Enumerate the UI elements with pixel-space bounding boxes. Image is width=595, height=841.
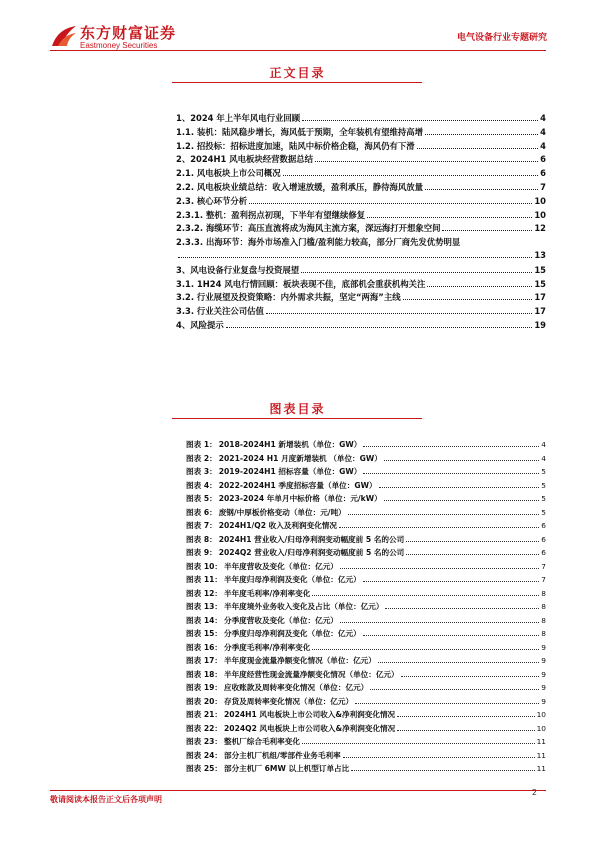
toc-entry-text[interactable]: 2.2. 风电板块业绩总结：收入增速放缓，盈利承压，静待海风放量 xyxy=(176,181,424,192)
figure-entry-label[interactable]: 图表 18： xyxy=(186,669,222,679)
figure-entry[interactable] xyxy=(186,534,546,548)
figure-entry-label[interactable]: 图表 17： xyxy=(186,656,222,665)
figure-entry[interactable] xyxy=(186,493,546,507)
figure-entry[interactable] xyxy=(186,466,546,480)
toc-title-divider xyxy=(172,82,422,83)
toc-entry[interactable] xyxy=(176,236,546,250)
figure-entry[interactable] xyxy=(186,520,546,534)
figure-entry-label[interactable]: 图表 15： xyxy=(186,629,222,638)
figure-entry-title[interactable]: 部分主机厂 6MW 以上机型订单占比 xyxy=(224,764,350,773)
figure-entry[interactable] xyxy=(186,736,546,750)
toc-entry-text[interactable]: 2.3.1. 整机：盈利拐点初现，下半年有望继续修复 xyxy=(176,209,366,220)
report-type: 电气设备行业专题研究 xyxy=(456,33,547,43)
toc-entry[interactable] xyxy=(176,181,546,195)
toc-entry-text[interactable]: 3.1. 1H24 风电行情回顾：板块表现不佳，底部机会重获机构关注 xyxy=(176,278,426,289)
figure-entry[interactable] xyxy=(186,763,546,777)
figure-entry-title[interactable]: 存货及周转率变化情况（单位：亿元） xyxy=(224,696,354,706)
toc-entry-page[interactable]: 4 xyxy=(540,126,546,137)
toc-entry-page[interactable]: 17 xyxy=(534,292,546,303)
footer-divider xyxy=(50,790,546,791)
toc-entry[interactable] xyxy=(176,291,546,305)
figure-entry[interactable] xyxy=(186,439,546,453)
figure-entry-label[interactable]: 图表 9： xyxy=(186,548,217,557)
figure-leader-dots xyxy=(397,710,534,717)
figure-entry-page[interactable]: 9 xyxy=(541,642,546,652)
toc-entry-page[interactable]: 17 xyxy=(534,306,546,317)
figure-entry-title[interactable]: 半年度营收及变化（单位：亿元） xyxy=(224,561,338,571)
figure-entry-title[interactable]: 半年度毛利率/净利率变化 xyxy=(224,588,311,598)
figure-entry-title[interactable]: 整机厂综合毛利率变化 xyxy=(224,737,300,746)
figure-entry-title[interactable]: 部分主机厂机组/零部件业务毛利率 xyxy=(224,750,341,760)
toc-entry-page[interactable]: 7 xyxy=(540,181,546,192)
header-divider xyxy=(50,50,546,51)
page-header xyxy=(0,0,595,56)
figure-entry-title[interactable]: 2022-2024H1 季度招标容量（单位：GW） xyxy=(218,480,377,490)
figure-leader-dots xyxy=(370,683,539,690)
figure-leader-dots xyxy=(351,764,534,771)
figure-entry-page[interactable]: 8 xyxy=(541,588,546,598)
toc-entry-text[interactable]: 1、2024 年上半年风电行业回顾 xyxy=(176,113,301,123)
figure-entry[interactable] xyxy=(186,561,546,575)
figure-entry-label[interactable]: 图表 24： xyxy=(186,750,222,760)
toc-entry-text[interactable]: 2.3.2. 海缆环节：高压直流将成为海风主流方案，深远海打开想象空间 xyxy=(176,223,441,234)
eastmoney-logo-icon xyxy=(50,24,78,48)
figure-leader-dots xyxy=(384,494,540,501)
figure-entry-page[interactable]: 6 xyxy=(541,548,546,557)
figure-entry[interactable] xyxy=(186,601,546,615)
figure-leader-dots xyxy=(343,751,535,758)
figure-entry-page[interactable]: 7 xyxy=(541,575,546,584)
toc-title: 正文目录 xyxy=(269,66,326,80)
toc-entry-text[interactable]: 3.2. 行业展望及投资策略：内外需求共振，坚定“两海”主线 xyxy=(176,292,401,303)
figure-leader-dots xyxy=(355,697,539,704)
figure-entry-title[interactable]: 半年度经营性现金流量净额变化情况（单位：亿元） xyxy=(224,669,399,679)
toc-leader-dots xyxy=(266,307,532,314)
figure-entry-label[interactable]: 图表 8： xyxy=(186,534,217,544)
figure-entry-label[interactable]: 图表 14： xyxy=(186,615,222,625)
figure-leader-dots xyxy=(385,602,539,609)
figure-entry[interactable] xyxy=(186,709,546,723)
figure-entry-label[interactable]: 图表 10： xyxy=(186,561,222,571)
figure-entry[interactable] xyxy=(186,507,546,521)
figure-entry-title[interactable]: 2024Q2 营业收入/归母净利润变动幅度前 5 名的公司 xyxy=(218,548,405,557)
toc-entry-text[interactable]: 2.1. 风电板块上市公司概况 xyxy=(176,168,281,179)
toc-entry[interactable] xyxy=(176,319,546,333)
figure-entry-page[interactable]: 10 xyxy=(536,710,546,719)
toc-entry-text[interactable]: 1.2. 招投标：招标进度加速，陆风中标价格企稳，海风仍有下滑 xyxy=(176,140,415,151)
figure-leader-dots xyxy=(312,643,539,650)
toc-leader-dots xyxy=(367,211,532,218)
toc-leader-dots xyxy=(226,321,533,328)
toc-entry[interactable] xyxy=(176,264,546,278)
toc-entry-text[interactable]: 1.1. 装机：陆风稳步增长，海风低于预期，全年装机有望维持高增 xyxy=(176,126,424,137)
figure-entry-title[interactable]: 半年度归母净利润及变化（单位：亿元） xyxy=(224,575,361,584)
figure-leader-dots xyxy=(339,521,539,528)
figure-entry[interactable] xyxy=(186,669,546,683)
figure-entry-label[interactable]: 图表 25： xyxy=(186,764,222,773)
figure-entry-page[interactable]: 11 xyxy=(536,764,546,773)
toc-leader-dots xyxy=(302,114,538,121)
figure-entry-page[interactable]: 9 xyxy=(541,669,546,679)
table-of-contents xyxy=(176,112,546,333)
toc-entry-page[interactable]: 10 xyxy=(534,195,546,206)
toc-entry-page[interactable]: 12 xyxy=(534,223,546,234)
figure-entry-title[interactable]: 分季度毛利率/净利率变化 xyxy=(224,642,311,652)
toc-leader-dots xyxy=(315,155,538,162)
figure-entry-title[interactable]: 半年度境外业务收入变化及占比（单位：亿元） xyxy=(224,602,384,611)
figure-entry[interactable] xyxy=(186,628,546,642)
figure-entry-label[interactable]: 图表 22： xyxy=(186,723,222,733)
toc-leader-dots xyxy=(283,169,538,176)
figure-list xyxy=(186,439,546,777)
toc-leader-dots xyxy=(403,293,533,300)
figure-entry-page[interactable]: 9 xyxy=(541,683,546,692)
toc-leader-dots xyxy=(417,142,538,149)
figure-entry-label[interactable]: 图表 11： xyxy=(186,575,222,584)
figure-entry[interactable] xyxy=(186,574,546,588)
figure-entry-title[interactable]: 应收账款及周转率变化情况（单位：亿元） xyxy=(224,683,369,692)
figure-leader-dots xyxy=(340,616,539,623)
toc-entry[interactable] xyxy=(176,112,546,126)
toc-entry-page[interactable]: 19 xyxy=(534,319,546,330)
figure-entry-title[interactable]: 2024H1 风电板块上市公司收入&净利润变化情况 xyxy=(224,710,396,719)
figure-entry-page[interactable]: 11 xyxy=(536,750,546,760)
toc-entry[interactable] xyxy=(176,167,546,181)
toc-leader-dots xyxy=(249,197,532,204)
figure-entry[interactable] xyxy=(186,696,546,710)
figure-entry-title[interactable]: 半年度现金流量净额变化情况（单位：亿元） xyxy=(224,656,376,665)
figure-entry-title[interactable]: 分季度归母净利润及变化（单位：亿元） xyxy=(224,629,361,638)
figure-leader-dots xyxy=(363,440,539,447)
figure-entry-page[interactable]: 4 xyxy=(541,440,546,449)
figure-entry-page[interactable]: 7 xyxy=(541,561,546,571)
toc-leader-dots xyxy=(427,280,532,287)
figure-entry-page[interactable]: 5 xyxy=(541,467,546,476)
toc-entry[interactable] xyxy=(176,153,546,167)
figure-entry-page[interactable]: 5 xyxy=(541,507,546,517)
toc-entry[interactable] xyxy=(176,140,546,154)
toc-entry[interactable] xyxy=(176,305,546,319)
figure-leader-dots xyxy=(340,562,539,569)
figure-entry-page[interactable]: 6 xyxy=(541,534,546,544)
figure-leader-dots xyxy=(406,535,539,542)
figure-entry-page[interactable]: 5 xyxy=(541,480,546,490)
toc-entry-page[interactable]: 6 xyxy=(540,168,546,179)
figure-leader-dots xyxy=(378,656,539,663)
figure-entry-page[interactable]: 10 xyxy=(536,723,546,733)
figure-entry-label[interactable]: 图表 21： xyxy=(186,710,222,719)
figure-entry-label[interactable]: 图表 20： xyxy=(186,696,222,706)
figure-leader-dots xyxy=(406,548,539,555)
toc-entry[interactable] xyxy=(176,250,546,264)
toc-entry-page[interactable]: 4 xyxy=(540,113,546,123)
figure-entry-page[interactable]: 4 xyxy=(541,453,546,463)
toc-entry-page[interactable]: 15 xyxy=(534,278,546,289)
figure-entry[interactable] xyxy=(186,480,546,494)
figure-entry[interactable] xyxy=(186,642,546,656)
figure-entry-title[interactable]: 2024Q2 风电板块上市公司收入&净利润变化情况 xyxy=(224,723,396,733)
figure-entry-label[interactable]: 图表 16： xyxy=(186,642,222,652)
toc-entry-text[interactable]: 2.3. 核心环节分析 xyxy=(176,195,248,206)
figure-entry-label[interactable]: 图表 12： xyxy=(186,588,222,598)
figure-entry[interactable] xyxy=(186,547,546,561)
figure-entry[interactable] xyxy=(186,655,546,669)
figure-entry-title[interactable]: 分季度营收及变化（单位：亿元） xyxy=(224,615,338,625)
figure-entry[interactable] xyxy=(186,682,546,696)
toc-entry-page[interactable]: 15 xyxy=(534,264,546,275)
figure-entry-label[interactable]: 图表 13： xyxy=(186,602,222,611)
figure-entry-page[interactable]: 11 xyxy=(536,737,546,746)
figure-leader-dots xyxy=(363,575,540,582)
toc-leader-dots xyxy=(178,251,532,258)
toc-leader-dots xyxy=(425,128,538,135)
figure-entry-label[interactable]: 图表 3： xyxy=(186,467,217,476)
figure-leader-dots xyxy=(384,454,539,461)
toc-leader-dots xyxy=(301,266,532,273)
toc-entry-page[interactable]: 13 xyxy=(534,249,546,260)
figure-leader-dots xyxy=(363,467,539,474)
toc-entry-page[interactable]: 10 xyxy=(534,209,546,220)
figure-entry[interactable] xyxy=(186,723,546,737)
figure-entry-label[interactable]: 图表 7： xyxy=(186,521,217,530)
figure-entry-page[interactable]: 8 xyxy=(541,602,546,611)
figure-entry-title[interactable]: 2024H1 营业收入/归母净利润变动幅度前 5 名的公司 xyxy=(218,534,405,544)
toc-entry-text[interactable]: 3.3. 行业关注公司估值 xyxy=(176,306,264,317)
toc-leader-dots xyxy=(442,224,532,231)
page-number: 2 xyxy=(531,788,537,797)
figure-entry-page[interactable]: 5 xyxy=(541,494,546,503)
figure-leader-dots xyxy=(302,737,535,744)
figure-entry-title[interactable]: 2023-2024 年单月中标价格（单位：元/kW） xyxy=(218,494,382,503)
figure-leader-dots xyxy=(312,589,539,596)
logo-english-name: Eastmoney Securities xyxy=(80,41,158,50)
figure-entry-title[interactable]: 2024H1/Q2 收入及利润变化情况 xyxy=(218,521,337,530)
figure-entry-label[interactable]: 图表 23： xyxy=(186,737,222,746)
toc-entry-text[interactable]: 2.3.3. 出海环节：海外市场准入门槛/盈利能力较高，部分厂商先发优势明显 xyxy=(176,237,461,248)
figure-entry-page[interactable]: 8 xyxy=(541,615,546,625)
figure-entry-label[interactable]: 图表 2： xyxy=(186,453,217,463)
figure-leader-dots xyxy=(363,629,540,636)
figure-entry-page[interactable]: 8 xyxy=(541,629,546,638)
figure-entry[interactable] xyxy=(186,453,546,467)
figure-entry-title[interactable]: 废钢/中厚板价格变动（单位：元/吨） xyxy=(218,507,346,517)
figure-entry-title[interactable]: 2019-2024H1 招标容量（单位：GW） xyxy=(218,467,362,476)
figure-entry[interactable] xyxy=(186,588,546,602)
toc-leader-dots xyxy=(425,183,538,190)
figure-leader-dots xyxy=(379,481,540,488)
figure-entry[interactable] xyxy=(186,750,546,764)
toc-entry[interactable] xyxy=(176,209,546,223)
figure-entry-label[interactable]: 图表 6： xyxy=(186,507,217,517)
figure-entry-page[interactable]: 9 xyxy=(541,656,546,665)
logo-chinese-name: 东方财富证券 xyxy=(80,24,177,42)
toc-entry-text[interactable]: 3、风电设备行业复盘与投资展望 xyxy=(176,264,300,275)
toc-entry[interactable] xyxy=(176,278,546,292)
figure-leader-dots xyxy=(348,508,540,515)
figures-title-divider xyxy=(172,418,422,419)
figure-entry-label[interactable]: 图表 5： xyxy=(186,494,217,503)
toc-entry-page[interactable]: 4 xyxy=(540,140,546,151)
figure-entry-title[interactable]: 2018-2024H1 新增装机（单位：GW） xyxy=(218,440,362,449)
figure-entry-page[interactable]: 9 xyxy=(541,696,546,706)
figures-title: 图表目录 xyxy=(269,402,326,416)
toc-entry[interactable] xyxy=(176,222,546,236)
figure-entry-label[interactable]: 图表 19： xyxy=(186,683,222,692)
toc-entry-text[interactable]: 4、风险提示 xyxy=(176,319,224,330)
figure-entry[interactable] xyxy=(186,615,546,629)
toc-entry-text[interactable]: 2、2024H1 风电板块经营数据总结 xyxy=(176,154,314,165)
figure-entry-label[interactable]: 图表 4： xyxy=(186,480,217,490)
figure-entry-page[interactable]: 6 xyxy=(541,521,546,530)
figure-entry-title[interactable]: 2021-2024 H1 月度新增装机 （单位：GW） xyxy=(218,453,382,463)
figure-leader-dots xyxy=(401,670,540,677)
toc-entry[interactable] xyxy=(176,195,546,209)
toc-entry-page[interactable]: 6 xyxy=(540,154,546,165)
toc-entry[interactable] xyxy=(176,126,546,140)
figure-leader-dots xyxy=(397,724,534,731)
disclaimer-note: 敬请阅读本报告正文后各项声明 xyxy=(50,795,162,804)
figure-entry-label[interactable]: 图表 1： xyxy=(186,440,217,449)
